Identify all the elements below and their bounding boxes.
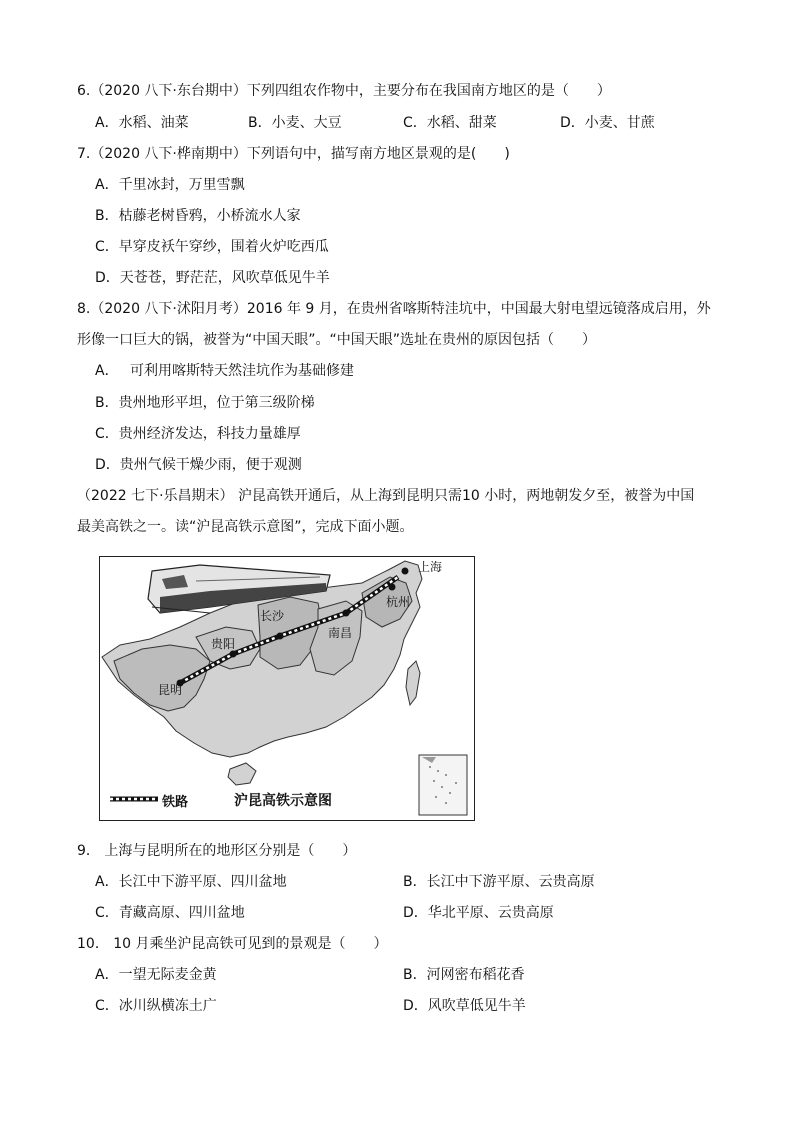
city-label-hangzhou: 杭州 [386,595,411,609]
question-7-option-a: A．千里冰封，万里雪飘 [95,177,245,193]
legend-label: 铁路 [162,795,189,810]
question-8-option-d: D．贵州气候干燥少雨，便于观测 [95,457,302,473]
question-7-option-d: D．天苍苍，野茫茫，风吹草低见牛羊 [95,270,330,286]
question-9-option-c: C．青藏高原、四川盆地 [95,905,245,921]
question-6-option-a: A．水稻、油菜 [95,115,189,131]
changsha-marker [277,633,284,640]
question-10-option-d: D．风吹草低见牛羊 [403,998,526,1014]
question-10-option-a: A．一望无际麦金黄 [95,967,217,983]
shanghai-marker [402,568,409,575]
map-title: 沪昆高铁示意图 [234,793,332,809]
city-label-kunming: 昆明 [158,683,183,697]
question-6-option-d: D．小麦、甘蔗 [560,115,655,131]
question-9-stem: 9． 上海与昆明所在的地形区分别是（ ） [77,843,357,859]
intro-line1: （2022 七下·乐昌期末） 沪昆高铁开通后，从上海到昆明只需10 小时，两地朝发夕至，被誉为中国 [77,488,695,504]
question-6-option-c: C．水稻、甜菜 [403,115,497,131]
shanghai-kunming-railway-map [99,556,475,821]
hangzhou-marker [389,584,396,591]
question-9-option-d: D．华北平原、云贵高原 [403,905,554,921]
nanchang-marker [343,610,350,617]
question-9-option-b: B．长江中下游平原、云贵高原 [403,874,595,890]
question-8-stem-line2: 形像一口巨大的锅，被誉为“中国天眼”。“中国天眼”选址在贵州的原因包括（ ） [77,332,597,348]
city-label-nanchang: 南昌 [328,626,353,640]
question-7-stem: 7.（2020 八下·桦南期中）下列语句中，描写南方地区景观的是( ) [77,146,510,162]
question-8-stem-line1: 8.（2020 八下·沭阳月考）2016 年 9 月，在贵州省喀斯特洼坑中，中国最大射电望远镜落成启用，外 [77,301,711,317]
question-10-stem: 10． 10 月乘坐沪昆高铁可见到的景观是（ ） [77,936,388,952]
map-graphic [100,557,474,820]
question-6-stem: 6.（2020 八下·东台期中）下列四组农作物中，主要分布在我国南方地区的是（ ） [77,83,611,99]
city-label-changsha: 长沙 [260,609,285,623]
question-10-option-c: C．冰川纵横冻土广 [95,998,217,1014]
question-7-option-b: B．枯藤老树昏鸦，小桥流水人家 [95,208,301,224]
city-label-shanghai: 上海 [418,560,443,574]
city-label-guiyang: 贵阳 [211,637,236,651]
inset-map-frame [419,755,467,815]
question-7-option-c: C．早穿皮袄午穿纱，围着火炉吃西瓜 [95,239,329,255]
question-10-option-b: B．河网密布稻花香 [403,967,525,983]
question-9-option-a: A．长江中下游平原、四川盆地 [95,874,287,890]
taiwan-island [406,661,420,705]
intro-line2: 最美高铁之一。读“沪昆高铁示意图”，完成下面小题。 [77,519,414,535]
question-6-option-b: B．小麦、大豆 [248,115,342,131]
hainan-island [228,763,256,785]
question-8-option-c: C．贵州经济发达，科技力量雄厚 [95,426,301,442]
question-8-option-b: B．贵州地形平坦，位于第三级阶梯 [95,395,315,411]
question-8-option-a: A． 可利用喀斯特天然洼坑作为基础修建 [95,363,355,379]
